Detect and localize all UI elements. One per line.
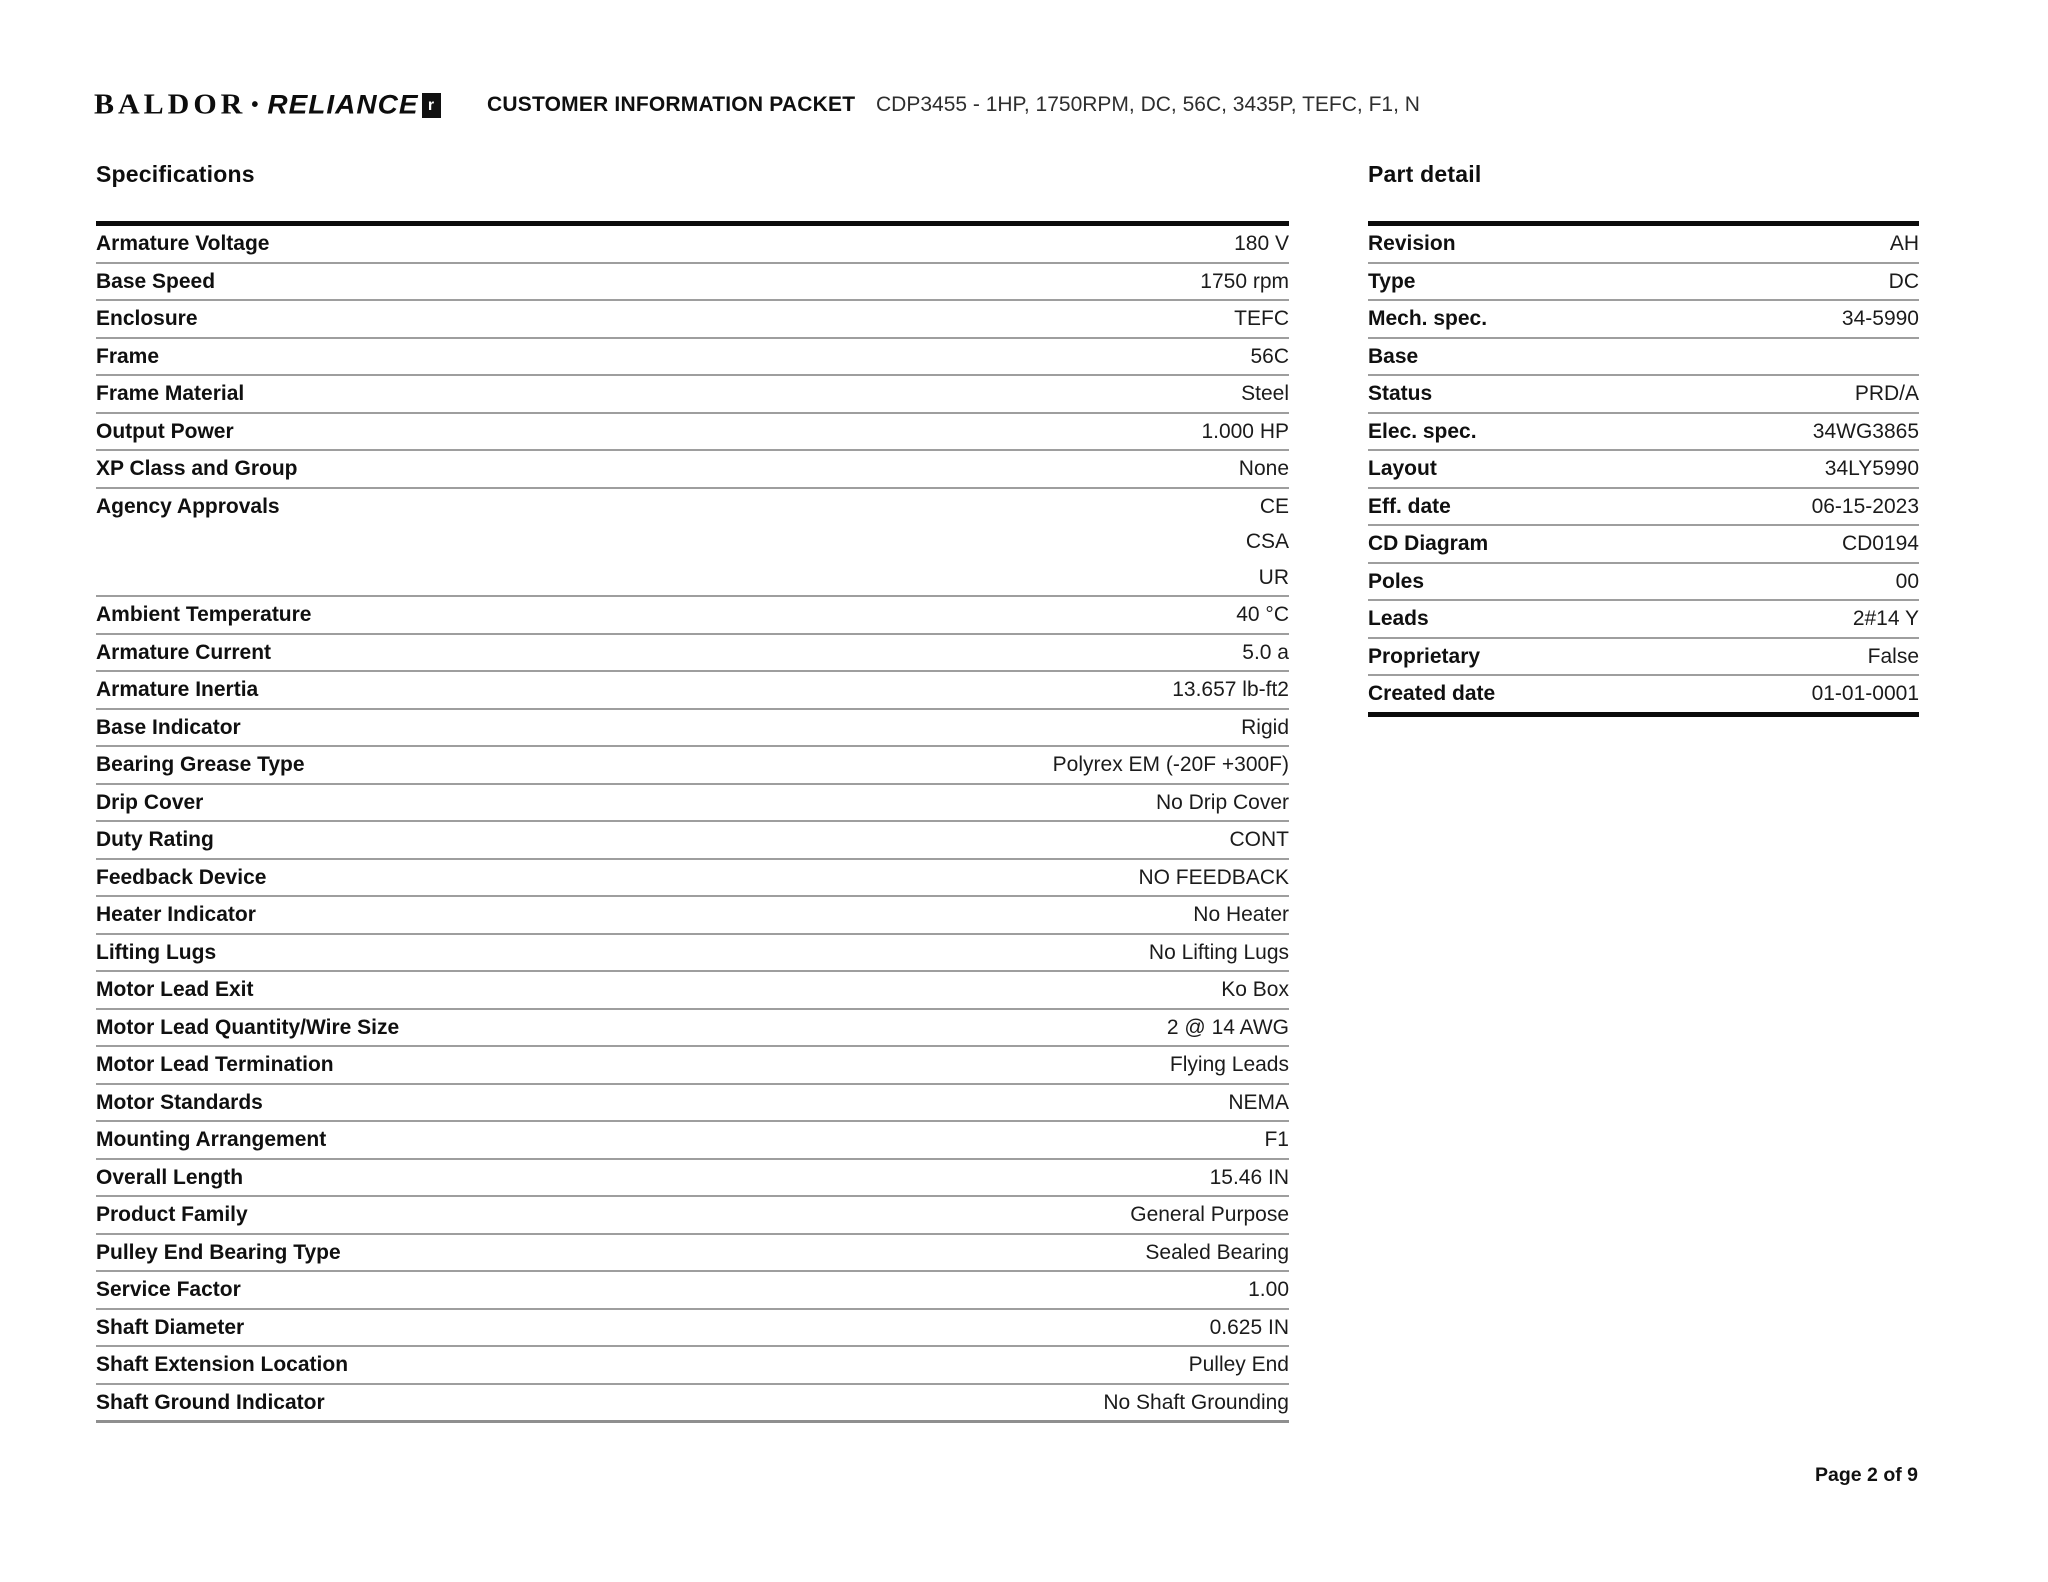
row-values [1429,601,1919,637]
reliance-wordmark: RELIANCE [267,89,419,120]
table-row [1368,489,1919,527]
row-label: Duty Rating [96,828,214,851]
table-row [96,972,1289,1010]
row-values [234,414,1289,450]
row-label: Eff. date [1368,494,1451,518]
row-values [326,1122,1289,1158]
table-row [96,226,1289,264]
row-values [280,489,1289,596]
row-label: XP Class and Group [96,457,298,480]
row-label: Pulley End Bearing Type [96,1240,341,1264]
row-values [1418,339,1919,375]
row-value: Polyrex EM (-20F +300F) [1052,753,1289,776]
baldor-wordmark: BALDOR [94,89,247,121]
row-label: Enclosure [96,307,198,330]
table-row [96,897,1289,935]
row-label: Shaft Extension Location [96,1353,349,1376]
row-values [244,1310,1289,1346]
row-label: Shaft Diameter [96,1315,245,1339]
row-value: 2#14 Y [1852,607,1919,630]
table-row [96,1272,1289,1310]
row-label: Base [1368,344,1419,368]
table-row [96,1010,1289,1048]
row-values [270,226,1290,262]
table-row [96,672,1289,710]
row-values [258,672,1289,708]
row-values [305,747,1289,783]
row-value: UR [1258,565,1289,589]
row-value: 40 °C [1236,603,1289,626]
row-value: No Heater [1193,903,1289,926]
part-detail-title: Part detail [1368,161,1482,187]
row-label: Overall Length [96,1165,244,1189]
row-value: 34-5990 [1841,307,1919,330]
row-value: No Drip Cover [1155,790,1289,814]
row-value [1418,339,1919,375]
row-value: 34LY5990 [1824,457,1919,480]
row-values [215,264,1289,300]
part-detail-table [1368,221,1919,717]
row-value: CONT [1229,828,1289,851]
row-values [244,376,1289,412]
row-values [1487,301,1919,337]
table-row [1368,376,1919,414]
table-row [96,1347,1289,1385]
table-row [96,1047,1289,1085]
row-label: Layout [1368,457,1437,480]
row-values [341,1235,1289,1271]
table-row [96,1310,1289,1348]
row-values [271,635,1289,671]
table-row [96,1235,1289,1273]
row-values [256,897,1289,933]
table-row [96,1160,1289,1198]
row-value: 34WG3865 [1812,419,1919,443]
row-label: Armature Voltage [96,232,270,255]
table-row [96,1085,1289,1123]
row-values [263,1085,1289,1121]
row-value: TEFC [1234,307,1289,330]
product-descriptor: CDP3455 - 1HP, 1750RPM, DC, 56C, 3435P, TEFC, F1, N [876,93,1420,116]
row-label: Agency Approvals [96,494,280,518]
row-label: Type [1368,269,1416,293]
row-label: Frame Material [96,382,245,405]
row-label: Shaft Ground Indicator [96,1390,325,1414]
row-values [248,1197,1289,1233]
table-row [96,1385,1289,1424]
row-label: Heater Indicator [96,903,256,926]
row-label: Revision [1368,232,1456,255]
table-row [1368,226,1919,264]
row-value: NEMA [1228,1090,1289,1114]
row-label: Lifting Lugs [96,940,217,964]
row-values [214,822,1289,858]
row-values [266,860,1289,896]
table-row [96,376,1289,414]
row-values [243,1160,1289,1196]
row-value: 15.46 IN [1209,1165,1289,1189]
specifications-title: Specifications [96,161,255,187]
row-value: 06-15-2023 [1811,494,1919,518]
row-label: Ambient Temperature [96,603,312,626]
row-label: Armature Inertia [96,678,259,701]
row-value: Rigid [1241,715,1289,739]
row-values [399,1010,1289,1046]
row-values [241,1272,1289,1308]
row-values [1424,564,1919,600]
table-row [1368,564,1919,602]
row-label: Base Indicator [96,715,241,739]
row-values [1495,676,1919,712]
page-number: Page 2 of 9 [1815,1464,1918,1486]
row-value: Flying Leads [1169,1053,1289,1076]
row-label: Poles [1368,569,1425,593]
row-label: Feedback Device [96,865,267,889]
row-values [1488,526,1919,562]
row-label: CD Diagram [1368,532,1489,555]
row-label: Drip Cover [96,790,204,814]
row-value: None [1238,457,1289,480]
row-label: Proprietary [1368,644,1481,668]
row-values [198,301,1289,337]
table-row [96,1197,1289,1235]
row-value: General Purpose [1130,1203,1289,1226]
table-row [96,860,1289,898]
row-value: False [1867,644,1919,668]
table-row [1368,526,1919,564]
row-value: Steel [1241,382,1289,405]
row-values [1480,639,1919,675]
row-label: Mech. spec. [1368,307,1488,330]
row-values [325,1385,1289,1421]
specifications-section [96,160,1289,1423]
row-values [348,1347,1289,1383]
row-value: 01-01-0001 [1811,682,1919,705]
row-value: No Lifting Lugs [1148,940,1289,964]
table-row [96,264,1289,302]
specifications-table [96,221,1289,1423]
row-label: Motor Lead Termination [96,1053,334,1076]
row-label: Mounting Arrangement [96,1128,327,1151]
row-label: Product Family [96,1203,248,1226]
table-row [96,489,1289,598]
row-label: Armature Current [96,640,272,664]
row-value: 180 V [1234,232,1289,255]
row-value: 1.00 [1248,1278,1289,1301]
row-label: Created date [1368,682,1496,705]
row-values [298,451,1290,487]
row-value: 13.657 lb-ft2 [1172,678,1289,701]
logo-separator-dot: • [251,93,259,116]
row-value: 00 [1895,569,1919,593]
table-row [1368,676,1919,717]
row-value: PRD/A [1854,382,1919,405]
row-value: 2 @ 14 AWG [1166,1015,1289,1039]
table-row [1368,301,1919,339]
row-values [1437,451,1919,487]
row-values [216,935,1289,971]
row-label: Elec. spec. [1368,419,1477,443]
row-values [241,710,1289,746]
row-values [159,339,1289,375]
row-label: Bearing Grease Type [96,753,305,776]
row-value: Sealed Bearing [1145,1240,1289,1264]
table-row [1368,264,1919,302]
row-label: Base Speed [96,269,216,293]
table-row [1368,601,1919,639]
row-label: Motor Lead Quantity/Wire Size [96,1015,400,1039]
row-value: 56C [1250,344,1289,368]
row-values [1477,414,1919,450]
row-value: Pulley End [1188,1353,1289,1376]
brand-logo [94,88,441,122]
table-row [1368,339,1919,377]
row-values [334,1047,1289,1083]
row-value: NO FEEDBACK [1138,865,1289,889]
row-value: 5.0 a [1242,640,1289,664]
document-title: CUSTOMER INFORMATION PACKET [487,93,856,116]
table-row [96,451,1289,489]
table-row [96,822,1289,860]
row-value: 0.625 IN [1209,1315,1289,1339]
table-row [96,635,1289,673]
table-row [96,710,1289,748]
table-row [96,785,1289,823]
row-values [1415,264,1919,300]
row-values [1451,489,1919,525]
table-row [1368,639,1919,677]
row-label: Service Factor [96,1278,241,1301]
row-value: CD0194 [1841,532,1919,555]
table-row [96,301,1289,339]
row-value: Ko Box [1221,978,1289,1001]
row-values [1456,226,1919,262]
row-label: Output Power [96,419,234,443]
table-row [96,747,1289,785]
table-row [96,1122,1289,1160]
row-value: CE [1259,494,1289,518]
row-value: No Shaft Grounding [1103,1390,1289,1414]
table-row [1368,451,1919,489]
row-values [254,972,1289,1008]
row-label: Motor Lead Exit [96,978,254,1001]
row-label: Status [1368,382,1433,405]
row-value: 1750 rpm [1200,269,1289,293]
row-value: 1.000 HP [1201,419,1289,443]
row-value: DC [1888,269,1919,293]
table-row [96,339,1289,377]
row-value: F1 [1264,1128,1289,1151]
table-row [96,414,1289,452]
registered-mark-icon: r [422,93,441,118]
table-row [1368,414,1919,452]
part-detail-section [1368,160,1919,717]
row-label: Motor Standards [96,1090,263,1114]
row-values [312,597,1290,633]
row-label: Leads [1368,607,1429,630]
table-row [96,597,1289,635]
row-label: Frame [96,344,160,368]
row-values [203,785,1289,821]
row-value: AH [1889,232,1919,255]
row-values [1432,376,1919,412]
row-value: CSA [1245,530,1289,553]
table-row [96,935,1289,973]
